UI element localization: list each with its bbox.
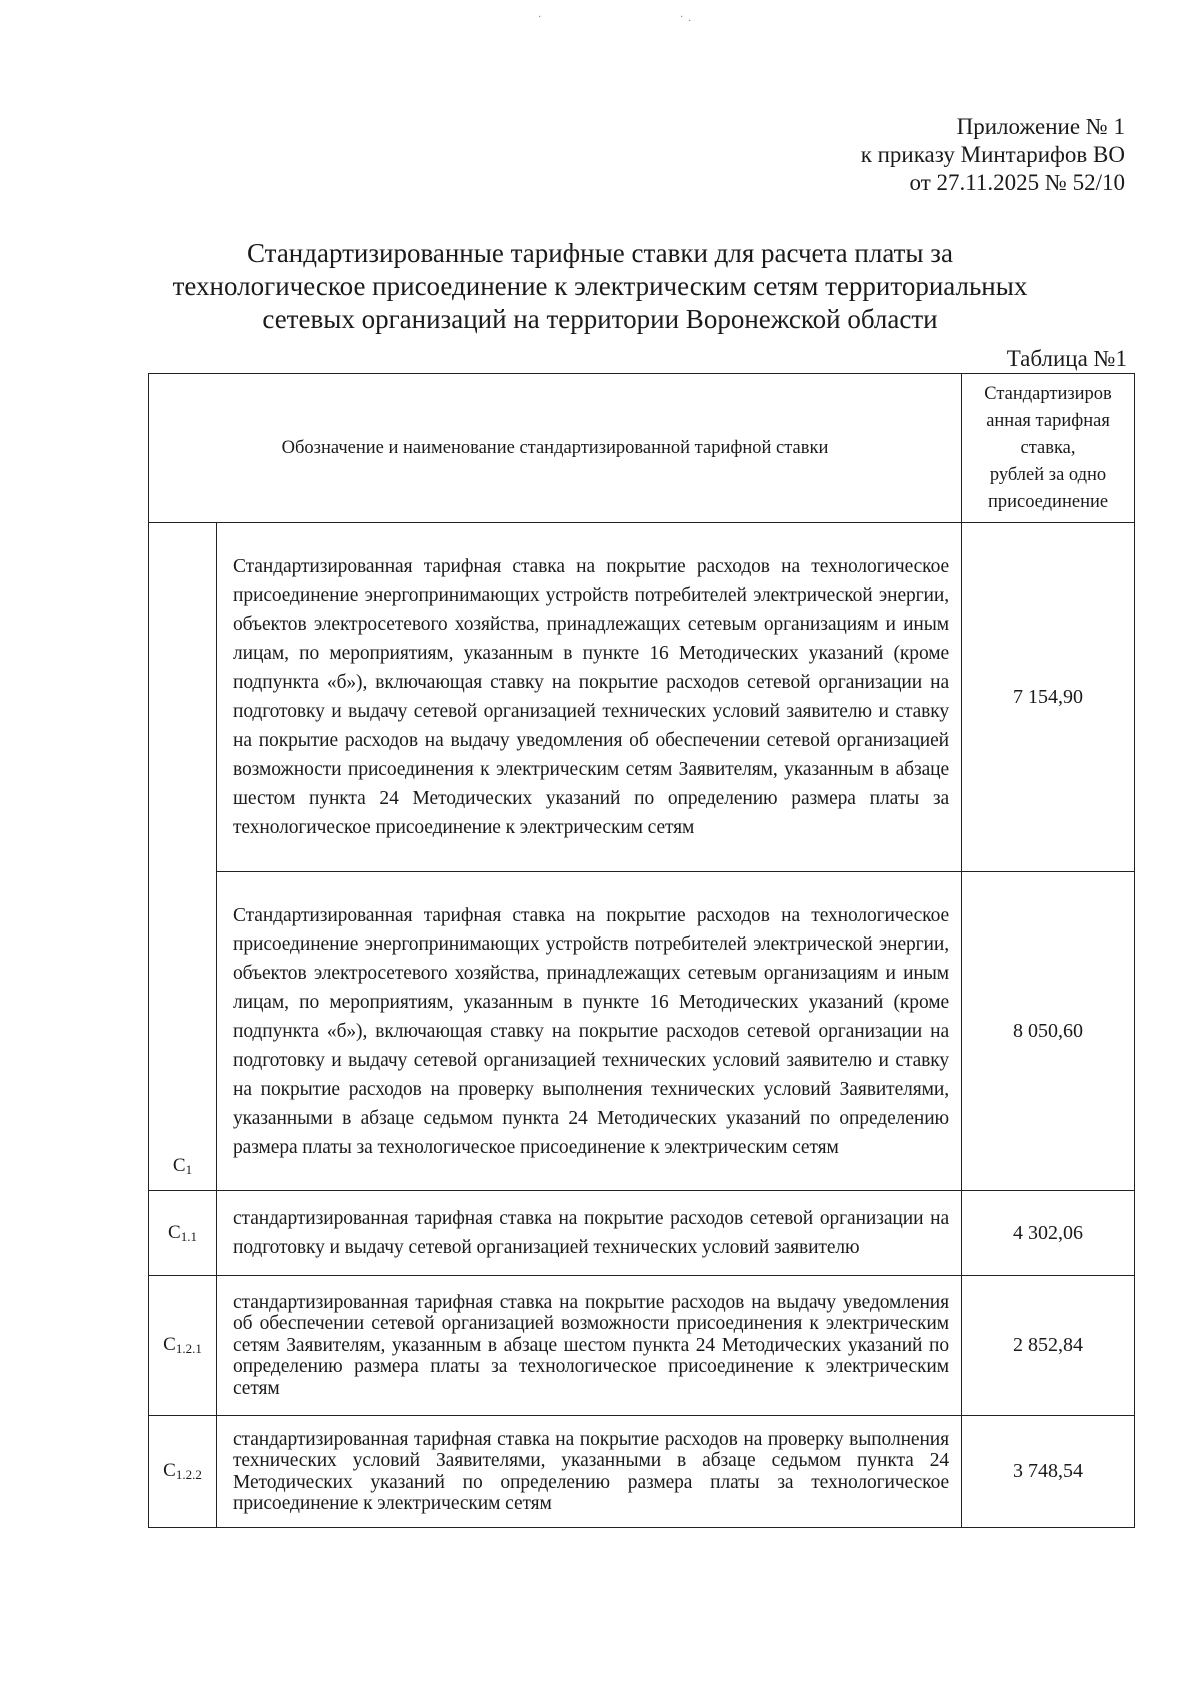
- header-description: Обозначение и наименование стандартизированной тарифной ставки: [149, 374, 962, 523]
- rate-description: стандартизированная тарифная ставка на покрытие расходов сетевой организации на подготовку и выдачу сетевой организацией технических условий заявителю: [217, 1191, 962, 1276]
- header-value-line: анная тарифная: [986, 410, 1110, 431]
- rate-description: Стандартизированная тарифная ставка на покрытие расходов на технологическое присоединение энергопринимающих устройств потребителей электрической энергии, объектов электросетевого хозяйства, принадлежащих сетевым организациям и иным лицам, по мероприятиям, указанным в пункте 16 Методических указаний (кроме подпункта «б»), включающая ставку на покрытие расходов сетевой организации на подготовку и выдачу сетевой организацией технических условий заявителю и ставку на покрытие расходов на выдачу уведомления об обеспечении сетевой организацией возможности присоединения к электрическим сетям Заявителям, указанным в абзаце шестом пункта 24 Методических указаний по определению размера платы за технологическое присоединение к электрическим сетям: [217, 523, 962, 872]
- table-row: [149, 872, 1135, 1191]
- rate-value: 3 748,54: [962, 1416, 1135, 1528]
- scan-mark: ·: [688, 16, 692, 27]
- rate-code-base: С: [172, 1155, 186, 1176]
- rate-description: Стандартизированная тарифная ставка на покрытие расходов на технологическое присоединение энергопринимающих устройств потребителей электрической энергии, объектов электросетевого хозяйства, принадлежащих сетевым организациям и иным лицам, по мероприятиям, указанным в пункте 16 Методических указаний (кроме подпункта «б»), включающая ставку на покрытие расходов сетевой организации на подготовку и выдачу сетевой организацией технических условий заявителю и ставку на покрытие расходов на проверку выполнения технических условий Заявителями, указанными в абзаце седьмом пункта 24 Методических указаний по определению размера платы за технологическое присоединение к электрическим сетям: [217, 872, 962, 1191]
- header-value-line: рублей за одно: [989, 464, 1107, 485]
- table-row: [149, 1276, 1135, 1416]
- title-line: технологическое присоединение к электрическим сетям территориальных: [172, 271, 1028, 301]
- header-value-line: присоединение: [987, 491, 1109, 512]
- annex-header: [861, 113, 1125, 197]
- table-row: [149, 523, 1135, 872]
- annex-line: к приказу Минтарифов ВО: [860, 142, 1125, 167]
- title-line: сетевых организаций на территории Воронежской области: [262, 304, 938, 334]
- header-value: [962, 374, 1135, 523]
- table-row: [149, 1416, 1135, 1528]
- rate-code-sub: 1.1: [180, 1228, 197, 1244]
- document-title: [130, 237, 1070, 336]
- rate-code-sub: 1: [185, 1162, 193, 1177]
- rate-description: стандартизированная тарифная ставка на покрытие расходов на выдачу уведомления об обеспечении сетевой организацией возможности присоединения к электрическим сетям Заявителям, указанным в абзаце шестом пункта 24 Методических указаний по определению размера платы за технологическое присоединение к электрическим сетям: [217, 1276, 962, 1416]
- table-header-row: [149, 374, 1135, 523]
- annex-line: от 27.11.2025 № 52/10: [909, 170, 1125, 195]
- rate-code-sub: 1.2.2: [175, 1467, 202, 1482]
- scan-mark: ·: [538, 12, 542, 23]
- header-value-line: ставка,: [1020, 437, 1076, 458]
- rate-code: [149, 1191, 217, 1276]
- rate-description: стандартизированная тарифная ставка на покрытие расходов на проверку выполнения технических условий Заявителями, указанными в абзаце седьмом пункта 24 Методических указаний по определению размера платы за технологическое присоединение к электрическим сетям: [217, 1416, 962, 1528]
- scan-mark: ·: [680, 12, 684, 23]
- table-label: Таблица №1: [1006, 346, 1127, 371]
- rate-value: 8 050,60: [962, 872, 1135, 1191]
- rate-code: [149, 1276, 217, 1416]
- header-value-line: Стандартизиров: [984, 383, 1112, 404]
- table-row: [149, 1191, 1135, 1276]
- title-line: Стандартизированные тарифные ставки для расчета платы за: [247, 238, 953, 268]
- rate-value: 7 154,90: [962, 523, 1135, 872]
- rate-code-base: С: [163, 1460, 176, 1481]
- rate-code-base: С: [168, 1221, 181, 1243]
- annex-line: Приложение № 1: [956, 114, 1125, 139]
- rate-code-base: С: [163, 1334, 176, 1355]
- rate-code-sub: 1.2.1: [175, 1341, 202, 1356]
- rate-code: [149, 523, 217, 1191]
- tariff-table: [148, 373, 1135, 1528]
- rate-value: 4 302,06: [962, 1191, 1135, 1276]
- rate-code: [149, 1416, 217, 1528]
- rate-value: 2 852,84: [962, 1276, 1135, 1416]
